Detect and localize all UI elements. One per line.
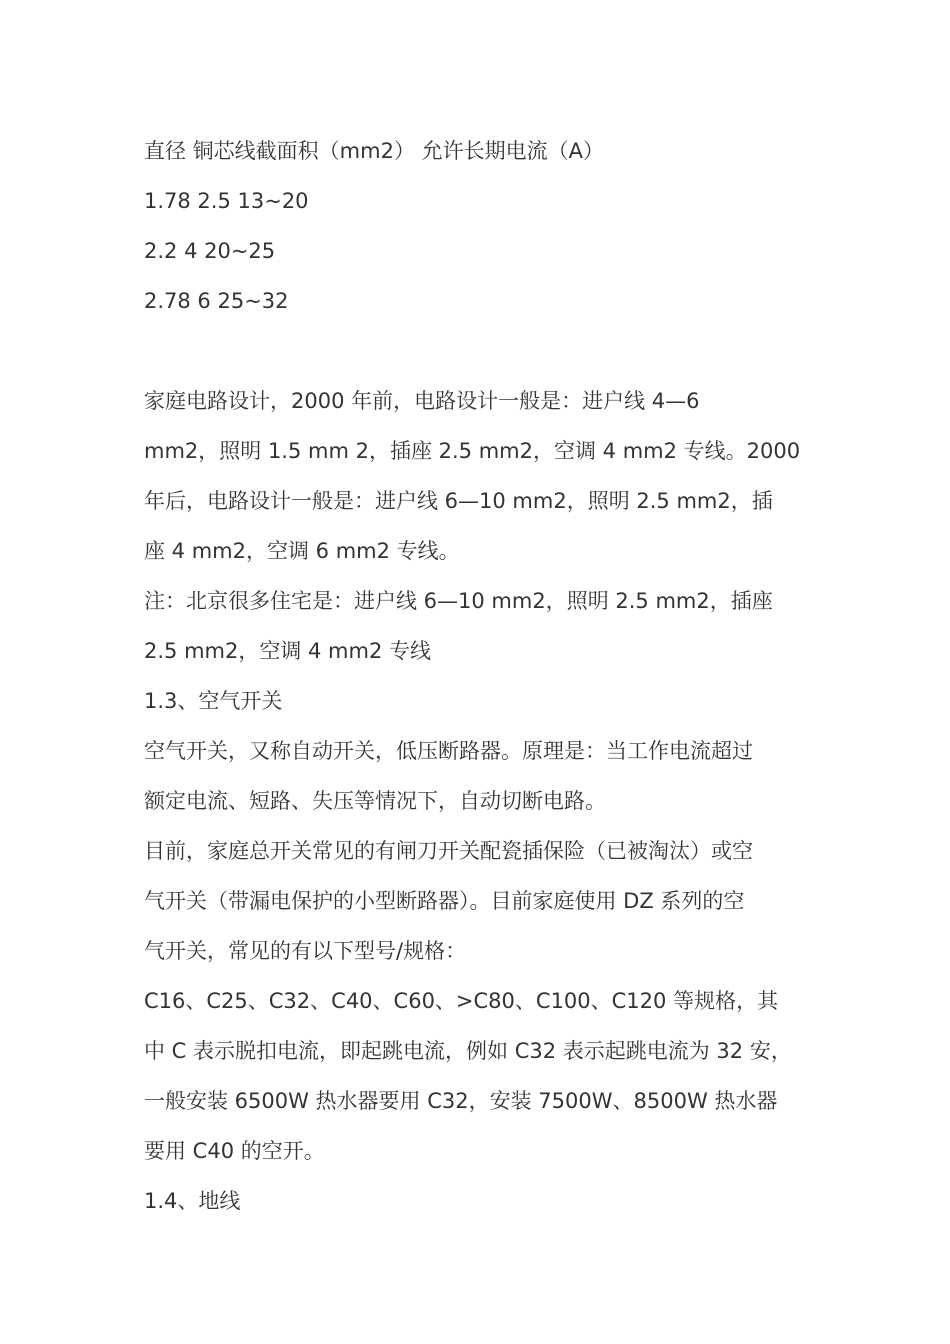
paragraph-line: mm2，照明 1.5 mm 2，插座 2.5 mm2，空调 4 mm2 专线。2000 — [144, 439, 801, 463]
table-row: 2.78 6 25~32 — [144, 289, 289, 313]
paragraph-line: C16、C25、C32、C40、C60、>C80、C100、C120 等规格，其 — [144, 989, 779, 1013]
paragraph-line: 中 C 表示脱扣电流，即起跳电流，例如 C32 表示起跳电流为 32 安， — [144, 1039, 792, 1063]
paragraph-line: 气开关，常见的有以下型号/规格： — [144, 939, 467, 963]
note-line: 注：北京很多住宅是：进户线 6—10 mm2，照明 2.5 mm2，插座 — [144, 589, 773, 613]
section-heading: 1.3、空气开关 — [144, 689, 283, 713]
table-row: 2.2 4 20~25 — [144, 239, 276, 263]
paragraph-line: 额定电流、短路、失压等情况下，自动切断电路。 — [144, 789, 606, 813]
note-line: 2.5 mm2，空调 4 mm2 专线 — [144, 639, 432, 663]
table-row: 1.78 2.5 13~20 — [144, 189, 309, 213]
paragraph-line: 座 4 mm2，空调 6 mm2 专线。 — [144, 539, 460, 563]
paragraph-line: 家庭电路设计，2000 年前，电路设计一般是：进户线 4—6 — [144, 389, 700, 413]
paragraph-line: 一般安装 6500W 热水器要用 C32，安装 7500W、8500W 热水器 — [144, 1089, 778, 1113]
paragraph-line: 空气开关，又称自动开关，低压断路器。原理是：当工作电流超过 — [144, 739, 753, 763]
table-header: 直径 铜芯线截面积（mm2） 允许长期电流（A） — [144, 139, 604, 163]
section-heading: 1.4、地线 — [144, 1189, 241, 1213]
paragraph-line: 要用 C40 的空开。 — [144, 1139, 325, 1163]
paragraph-line: 气开关（带漏电保护的小型断路器）。目前家庭使用 DZ 系列的空 — [144, 889, 745, 913]
paragraph-line: 目前，家庭总开关常见的有闸刀开关配瓷插保险（已被淘汰）或空 — [144, 839, 753, 863]
paragraph-line: 年后，电路设计一般是：进户线 6—10 mm2，照明 2.5 mm2，插 — [144, 489, 773, 513]
